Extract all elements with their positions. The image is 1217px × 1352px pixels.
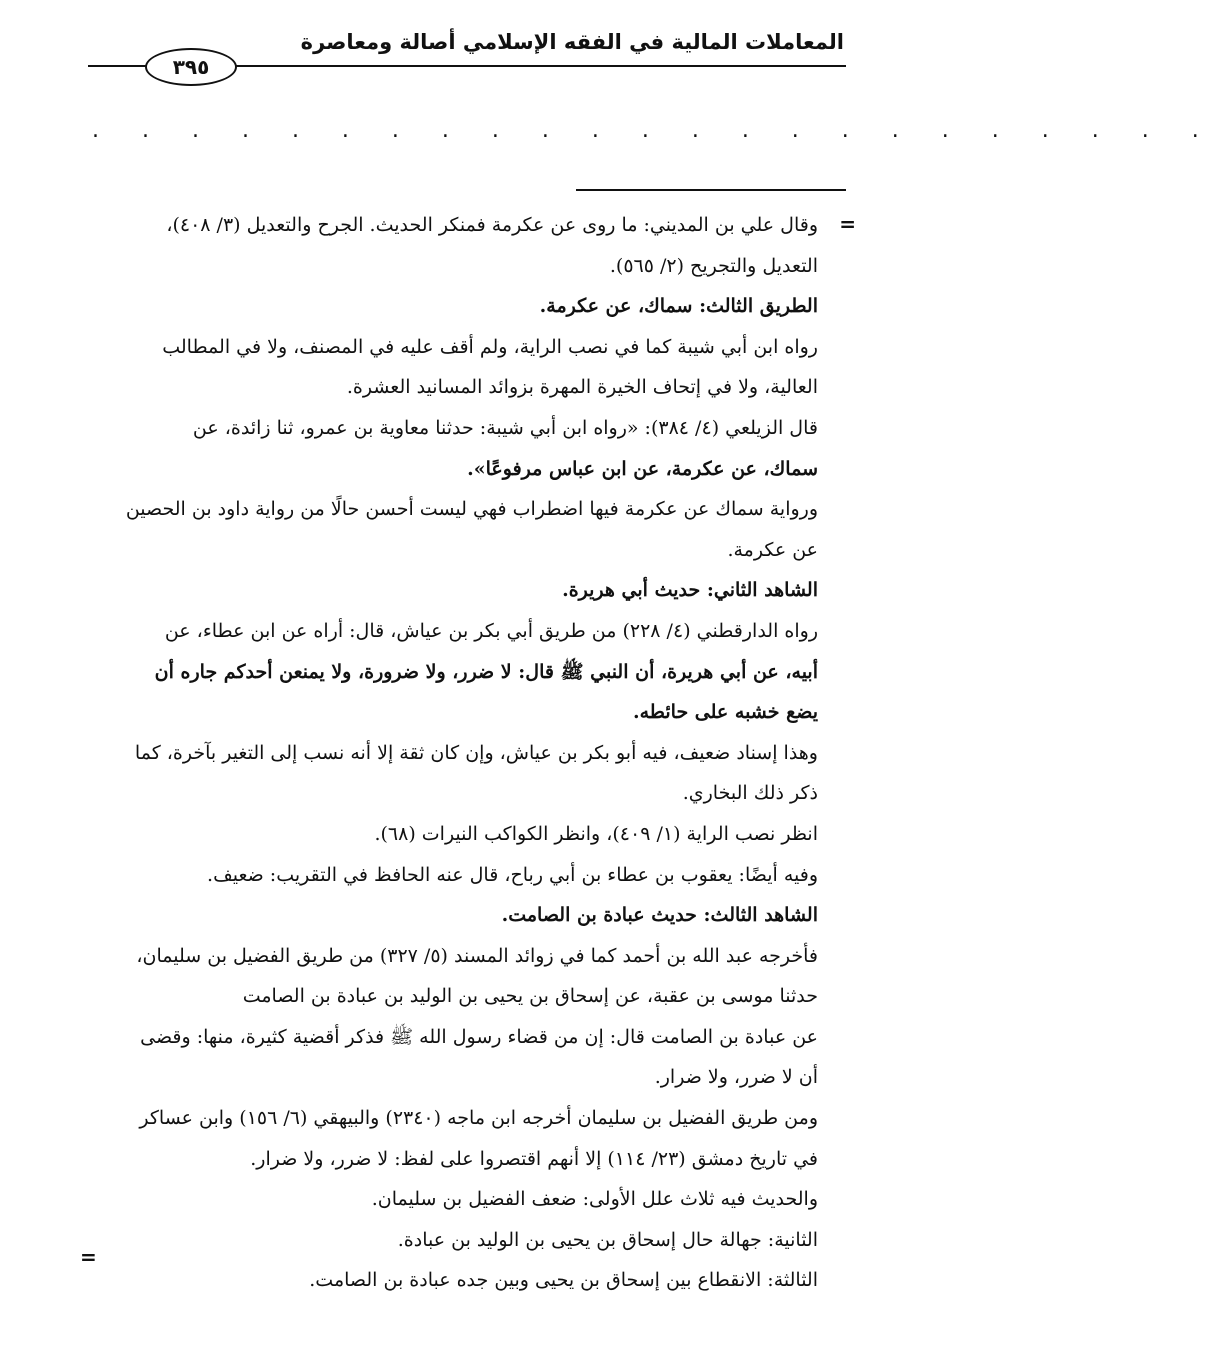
page-header-title: المعاملات المالية في الفقه الإسلامي أصالة ومعاصرة (300, 30, 844, 54)
section-heading: الشاهد الثاني: حديث أبي هريرة. (562, 579, 818, 602)
text-line: ورواية سماك عن عكرمة فيها اضطراب فهي ليست أحسن حالًا من رواية داود بن الحصين (125, 498, 818, 521)
text-line: حدثنا موسى بن عقبة، عن إسحاق بن يحيى بن الوليد بن عبادة بن الصامت (242, 985, 818, 1008)
text-line: التعديل والتجريح (٢/ ٥٦٥). (609, 254, 818, 277)
section-heading: الطريق الثالث: سماك، عن عكرمة. (539, 295, 818, 318)
text-line: ومن طريق الفضيل بن سليمان أخرجه ابن ماجه (٢٣٤٠) والبيهقي (٦/ ١٥٦) وابن عساكر (139, 1107, 818, 1130)
text-line: أن لا ضرر، ولا ضرار. (654, 1066, 818, 1089)
text-line: الثالثة: الانقطاع بين إسحاق بن يحيى وبين جده عبادة بن الصامت. (309, 1269, 818, 1292)
text-line: أبيه، عن أبي هريرة، أن النبي ﷺ قال: لا ضرر، ولا ضرورة، ولا يمنعن أحدكم جاره أن (154, 660, 818, 683)
text-line: والحديث فيه ثلاث علل الأولى: ضعف الفضيل بن سليمان. (371, 1188, 818, 1211)
text-line: قال الزيلعي (٤/ ٣٨٤): «رواه ابن أبي شيبة: حدثنا معاوية بن عمرو، ثنا زائدة، عن (192, 416, 818, 439)
footnote-rule (576, 189, 846, 191)
section-separator-dots: . . . . . . . . . . . . . . . . . . . . . . . (92, 118, 1217, 143)
text-line: ذكر ذلك البخاري. (682, 782, 818, 805)
text-line: سماك، عن عكرمة، عن ابن عباس مرفوعًا». (467, 457, 818, 480)
text-line: عن عكرمة. (727, 538, 818, 561)
text-line: العالية، ولا في إتحاف الخيرة المهرة بزوائد المسانيد العشرة. (346, 376, 818, 399)
text-line: انظر نصب الراية (١/ ٤٠٩)، وانظر الكواكب النيرات (٦٨). (374, 822, 818, 845)
continuation-mark-top: = (839, 212, 856, 236)
text-line: رواه الدارقطني (٤/ ٢٢٨) من طريق أبي بكر بن عياش، قال: أراه عن ابن عطاء، عن (164, 619, 818, 642)
text-line: الثانية: جهالة حال إسحاق بن يحيى بن الوليد بن عبادة. (397, 1228, 818, 1251)
page-number: ٣٩٥ (145, 48, 237, 86)
text-line: وفيه أيضًا: يعقوب بن عطاء بن أبي رباح، قال عنه الحافظ في التقريب: ضعيف. (207, 863, 818, 886)
text-line: وقال علي بن المديني: ما روى عن عكرمة فمنكر الحديث. الجرح والتعديل (٣/ ٤٠٨)، (166, 214, 818, 236)
text-line: وهذا إسناد ضعيف، فيه أبو بكر بن عياش، وإن كان ثقة إلا أنه نسب إلى التغير بآخرة، كما (134, 741, 818, 764)
text-line: رواه ابن أبي شيبة كما في نصب الراية، ولم أقف عليه في المصنف، ولا في المطالب (162, 335, 818, 358)
footnote-text-body (88, 205, 818, 1301)
text-line: يضع خشبه على حائطه. (632, 701, 818, 724)
text-line: فأخرجه عبد الله بن أحمد كما في زوائد المسند (٥/ ٣٢٧) من طريق الفضيل بن سليمان، (136, 944, 818, 967)
text-line: في تاريخ دمشق (٢٣/ ١١٤) إلا أنهم اقتصروا على لفظ: لا ضرر، ولا ضرار. (250, 1147, 818, 1170)
continuation-mark-bottom: = (80, 1245, 97, 1269)
text-line: عن عبادة بن الصامت قال: إن من قضاء رسول الله ﷺ فذكر أقضية كثيرة، منها: وقضى (140, 1025, 818, 1048)
section-heading: الشاهد الثالث: حديث عبادة بن الصامت. (501, 904, 818, 927)
